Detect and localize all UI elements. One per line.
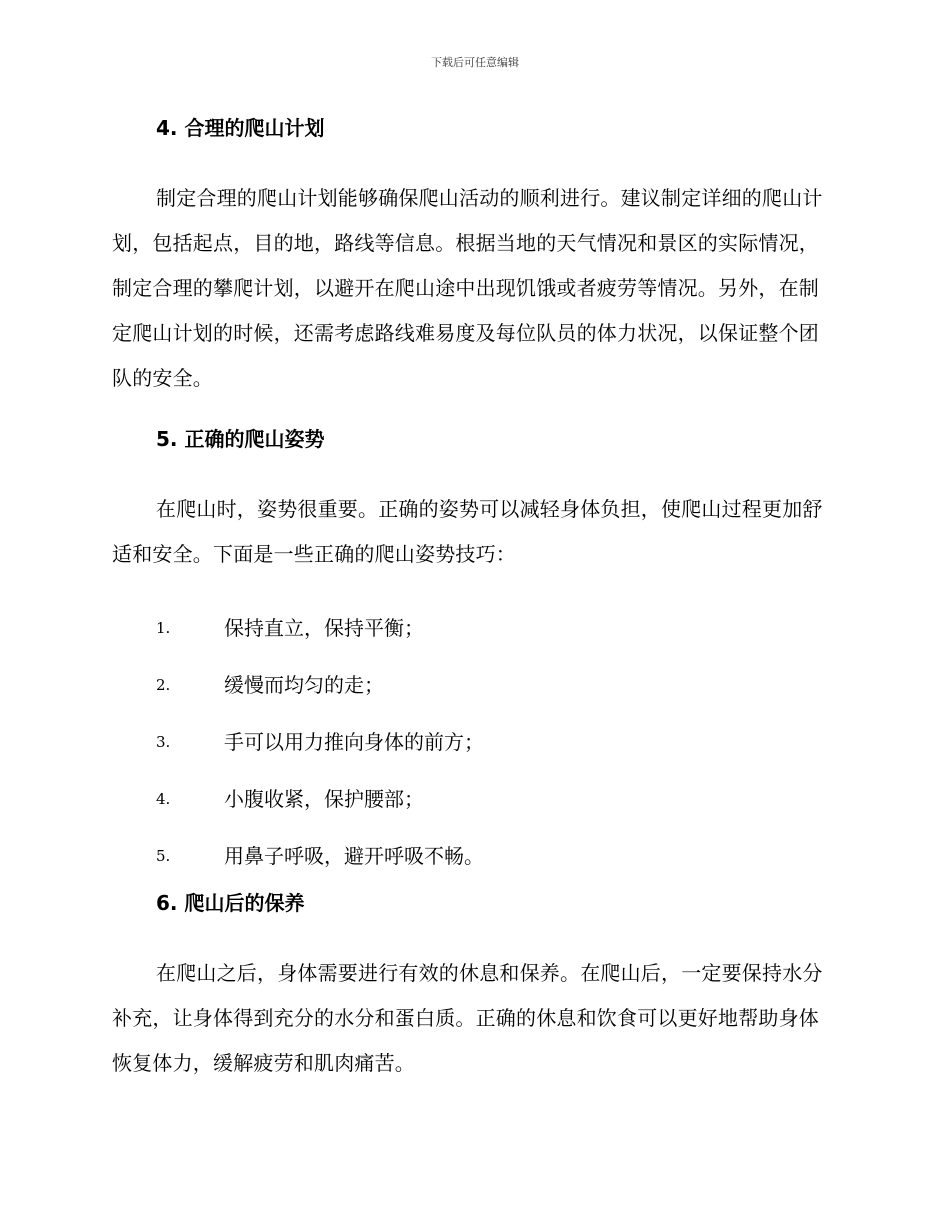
list-item bbox=[112, 841, 832, 885]
section-planning bbox=[112, 110, 832, 401]
list-number: 4. bbox=[156, 790, 171, 808]
section-paragraph: 在爬山时，姿势很重要。正确的姿势可以减轻身体负担，使爬山过程更加舒适和安全。下面是一些正确的爬山姿势技巧： bbox=[112, 497, 823, 566]
list-item bbox=[112, 784, 832, 841]
section-heading: 5. 正确的爬山姿势 bbox=[156, 427, 325, 451]
list-number: 5. bbox=[156, 847, 171, 865]
section-paragraph: 制定合理的爬山计划能够确保爬山活动的顺利进行。建议制定详细的爬山计划，包括起点，目的地，路线等信息。根据当地的天气情况和景区的实际情况，制定合理的攀爬计划，以避开在爬山途中出现饥饿或者疲劳等情况。另外，在制定爬山计划的时候，还需考虑路线难易度及每位队员的体力状况，以保证整个团队的安全。 bbox=[112, 186, 823, 390]
section-paragraph: 在爬山之后，身体需要进行有效的休息和保养。在爬山后，一定要保持水分补充，让身体得到充分的水分和蛋白质。正确的休息和饮食可以更好地帮助身体恢复体力，缓解疲劳和肌肉痛苦。 bbox=[112, 961, 823, 1075]
list-item bbox=[112, 727, 832, 784]
page-header: 下载后可任意编辑 bbox=[431, 56, 519, 69]
list-number: 1. bbox=[156, 619, 171, 637]
list-number: 3. bbox=[156, 733, 171, 751]
section-posture bbox=[112, 421, 832, 885]
section-heading: 6. 爬山后的保养 bbox=[156, 891, 305, 915]
list-item bbox=[112, 613, 832, 670]
section-heading: 4. 合理的爬山计划 bbox=[156, 116, 325, 140]
list-text: 保持直立，保持平衡； bbox=[224, 616, 424, 640]
list-number: 2. bbox=[156, 676, 171, 694]
list-text: 用鼻子呼吸，避开呼吸不畅。 bbox=[224, 844, 484, 868]
list-text: 缓慢而均匀的走； bbox=[224, 673, 384, 697]
posture-tips-list bbox=[112, 613, 832, 885]
document-body bbox=[112, 110, 832, 1086]
list-text: 手可以用力推向身体的前方； bbox=[224, 730, 484, 754]
section-recovery bbox=[112, 885, 832, 1086]
list-text: 小腹收紧，保护腰部； bbox=[224, 787, 424, 811]
list-item bbox=[112, 670, 832, 727]
